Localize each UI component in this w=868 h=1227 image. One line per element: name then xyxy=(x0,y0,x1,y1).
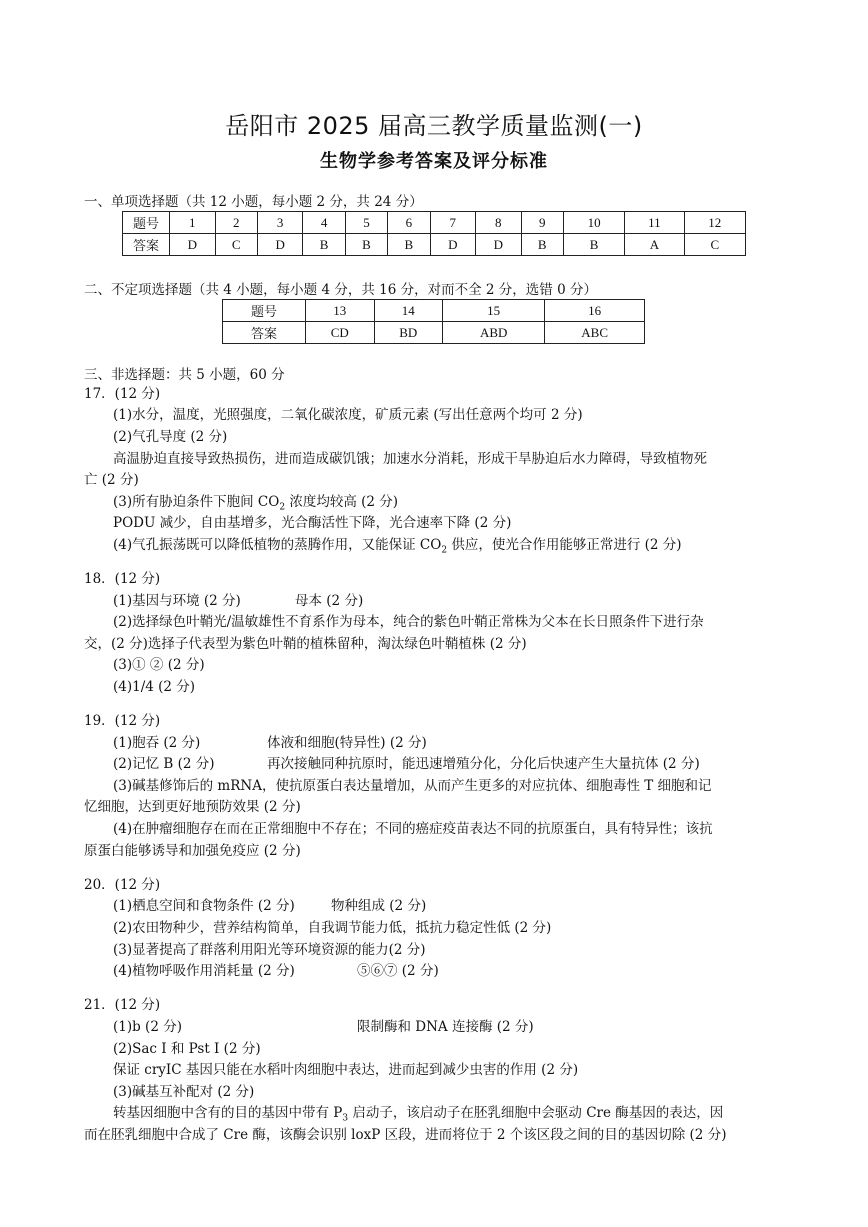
section3-heading: 三、非选择题：共 5 小题，60 分 xyxy=(84,367,285,383)
q21-answer-3: (3)碱基互补配对 (2 分) xyxy=(113,1084,255,1100)
q21-answer-3-explanation: 转基因细胞中含有的目的基因中带有 $P_3$ 启动子，该启动子在胚乳细胞中会驱动 Cre 酶基因的表达，因 xyxy=(113,1105,724,1124)
table-cell: B xyxy=(563,234,624,256)
section1-answer-table xyxy=(122,211,746,256)
table-cell: 9 xyxy=(521,212,563,234)
table-cell: B xyxy=(521,234,563,256)
table-cell: 16 xyxy=(545,300,645,322)
table-cell: 2 xyxy=(215,212,257,234)
table-cell: B xyxy=(388,234,430,256)
row-label: 题号 xyxy=(123,212,170,234)
q21-answer-2: (2)Sac I 和 Pst I (2 分) xyxy=(113,1041,261,1057)
table-cell: CD xyxy=(306,322,375,344)
q17-heading: 17．(12 分) xyxy=(84,386,161,402)
row-label: 答案 xyxy=(223,322,306,344)
q19-answer-4: (4)在肿瘤细胞存在而在正常细胞中不存在；不同的癌症疫苗表达不同的抗原蛋白，具有特异性；该抗 xyxy=(113,821,713,837)
q17-answer-2-explanation: 高温胁迫直接导致热损伤，进而造成碳饥饿；加速水分消耗，形成干旱胁迫后水力障碍，导致植物死 xyxy=(113,451,707,467)
table-cell: ABD xyxy=(443,322,545,344)
q21-heading: 21．(12 分) xyxy=(84,997,161,1013)
section1-heading: 一、单项选择题（共 12 小题，每小题 2 分，共 24 分） xyxy=(84,194,423,210)
table-cell: ABC xyxy=(545,322,645,344)
table-cell: 14 xyxy=(374,300,443,322)
table-row xyxy=(123,212,746,234)
table-cell: C xyxy=(684,234,745,256)
q20-answer-2: (2)农田物种少，营养结构简单，自我调节能力低，抵抗力稳定性低 (2 分) xyxy=(113,920,552,936)
q18-answer-2-cont: 交，(2 分)选择子代表型为紫色叶鞘的植株留种，淘汰绿色叶鞘植株 (2 分) xyxy=(84,636,527,652)
table-cell: 3 xyxy=(257,212,303,234)
table-row xyxy=(123,234,746,256)
table-cell: D xyxy=(257,234,303,256)
table-cell: C xyxy=(215,234,257,256)
q19-answer-3-cont: 忆细胞，达到更好地预防效果 (2 分) xyxy=(84,799,301,815)
q17-answer-2-explanation-cont: 亡 (2 分) xyxy=(84,472,139,488)
table-cell: 12 xyxy=(684,212,745,234)
q18-answer-4: (4)1/4 (2 分) xyxy=(113,679,196,695)
table-cell: 1 xyxy=(170,212,216,234)
table-cell: BD xyxy=(374,322,443,344)
table-cell: 15 xyxy=(443,300,545,322)
page-title: 岳阳市 2025 届高三教学质量监测(一) xyxy=(225,112,643,140)
table-cell: 6 xyxy=(388,212,430,234)
table-cell: 4 xyxy=(303,212,345,234)
table-cell: 5 xyxy=(345,212,387,234)
q20-heading: 20．(12 分) xyxy=(84,877,161,893)
q19-heading: 19．(12 分) xyxy=(84,713,161,729)
table-cell: 7 xyxy=(430,212,476,234)
q21-answer-2-explanation: 保证 cryIC 基因只能在水稻叶肉细胞中表达，进而起到减少虫害的作用 (2 分) xyxy=(113,1062,579,1078)
q18-answer-2: (2)选择绿色叶鞘光/温敏雄性不育系作为母本，纯合的紫色叶鞘正常株为父本在长日照条件下进行杂 xyxy=(113,614,704,630)
q17-answer-3-explanation: PODU 减少，自由基增多，光合酶活性下降，光合速率下降 (2 分) xyxy=(113,515,512,531)
table-cell: B xyxy=(345,234,387,256)
table-row xyxy=(223,300,645,322)
table-cell: 13 xyxy=(306,300,375,322)
q18-answer-3: (3)① ② (2 分) xyxy=(113,657,205,673)
q17-answer-2: (2)气孔导度 (2 分) xyxy=(113,429,228,445)
q17-answer-4: (4)气孔振荡既可以降低植物的蒸腾作用，又能保证 $CO_2$ 供应，使光合作用能够正常进行 (2 分) xyxy=(113,537,682,556)
table-cell: A xyxy=(625,234,684,256)
row-label: 题号 xyxy=(223,300,306,322)
q19-answer-4-cont: 原蛋白能够诱导和加强免疫应 (2 分) xyxy=(84,843,301,859)
section2-heading: 二、不定项选择题（共 4 小题，每小题 4 分，共 16 分，对而不全 2 分，选错 0 分） xyxy=(84,282,597,298)
q17-answer-1: (1)水分，温度，光照强度，二氧化碳浓度，矿质元素 (写出任意两个均可 2 分) xyxy=(113,407,583,423)
row-label: 答案 xyxy=(123,234,170,256)
q19-answer-3: (3)碱基修饰后的 mRNA，使抗原蛋白表达量增加，从而产生更多的对应抗体、细胞毒性 T 细胞和记 xyxy=(113,778,712,794)
table-row xyxy=(223,322,645,344)
q20-answer-3: (3)显著提高了群落利用阳光等环境资源的能力(2 分) xyxy=(113,942,426,958)
table-cell: B xyxy=(303,234,345,256)
table-cell: 11 xyxy=(625,212,684,234)
page-subtitle: 生物学参考答案及评分标准 xyxy=(320,151,548,172)
table-cell: 8 xyxy=(476,212,522,234)
q21-answer-3-explanation-cont: 而在胚乳细胞中合成了 Cre 酶，该酶会识别 loxP 区段，进而将位于 2 个该区段之间的目的基因切除 (2 分) xyxy=(84,1127,727,1143)
table-cell: 10 xyxy=(563,212,624,234)
table-cell: D xyxy=(476,234,522,256)
answer-key-page: 岳阳市 2025 届高三教学质量监测(一) 生物学参考答案及评分标准 一、单项选择题（共 12 小题，每小题 2 分，共 24 分） 题号 1 2 3 4 5 6 7 8 9 10 11 12 答案 D C D B B B D D B B A C 二、不定项选择题（共 4 小题，每小题 4 分，共 16 分，对而不全 2 分，选错 0 分） 题号 13 14 15 16 答案 CD BD ABD ABC 三、非选择题：共 5 小题，60 分 17．(12 分) (1)水分，温度，光照强度，二氧化碳浓度，矿质元素 (写出任意两个均可 2 分) (2)气孔导度 (2 分) 高温胁迫直接导致热损伤，进而造成碳饥饿；加速水分消耗，形成干旱胁迫后水力障碍，导致植物死 亡 (2 分) (3)所有胁迫条件下胞间 $CO_2$ 浓度均较高 (2 分) PODU 减少，自由基增多，光合酶活性下降，光合速率下降 (2 分) (4)气孔振荡既可以降低植物的蒸腾作用，又能保证 $CO_2$ 供应，使光合作用能够正常进行 (2 分) 18．(12 分) (1)基因与环境 (2 分) 母本 (2 分) (2)选择绿色叶鞘光/温敏雄性不育系作为母本，纯合的紫色叶鞘正常株为父本在长日照条件下进行杂 交，(2 分)选择子代表型为紫色叶鞘的植株留种，淘汰绿色叶鞘植株 (2 分) (3)① ② (2 分) (4)1/4 (2 分) 19．(12 分) (1)胞吞 (2 分) 体液和细胞(特异性) (2 分) (2)记忆 B (2 分) 再次接触同种抗原时，能迅速增殖分化，分化后快速产生大量抗体 (2 分) (3)碱基修饰后的 mRNA，使抗原蛋白表达量增加，从而产生更多的对应抗体、细胞毒性 T 细胞和记 忆细胞，达到更好地预防效果 (2 分) (4)在肿瘤细胞存在而在正常细胞中不存在；不同的癌症疫苗表达不同的抗原蛋白，具有特异性；该抗 原蛋白能够诱导和加强免疫应 (2 分) 20．(12 分) (1)栖息空间和食物条件 (2 分) 物种组成 (2 分) (2)农田物种少，营养结构简单，自我调节能力低，抵抗力稳定性低 (2 分) (3)显著提高了群落利用阳光等环境资源的能力(2 分) (4)植物呼吸作用消耗量 (2 分) ⑤⑥⑦ (2 分) 21．(12 分) (1)b (2 分) 限制酶和 DNA 连接酶 (2 分) (2)Sac I 和 Pst I (2 分) 保证 cryIC 基因只能在水稻叶肉细胞中表达，进而起到减少虫害的作用 (2 分) (3)碱基互补配对 (2 分) 转基因细胞中含有的目的基因中带有 $P_3$ 启动子，该启动子在胚乳细胞中会驱动 Cre 酶基因的表达，因 而在胚乳细胞中合成了 Cre 酶，该酶会识别 loxP 区段，进而将位于 2 个该区段之间的目的基因切除 (2 分) xyxy=(0,0,868,1227)
q18-heading: 18．(12 分) xyxy=(84,571,161,587)
q17-answer-3: (3)所有胁迫条件下胞间 $CO_2$ 浓度均较高 (2 分) xyxy=(113,494,399,513)
section2-answer-table xyxy=(222,299,645,344)
table-cell: D xyxy=(430,234,476,256)
table-cell: D xyxy=(170,234,216,256)
